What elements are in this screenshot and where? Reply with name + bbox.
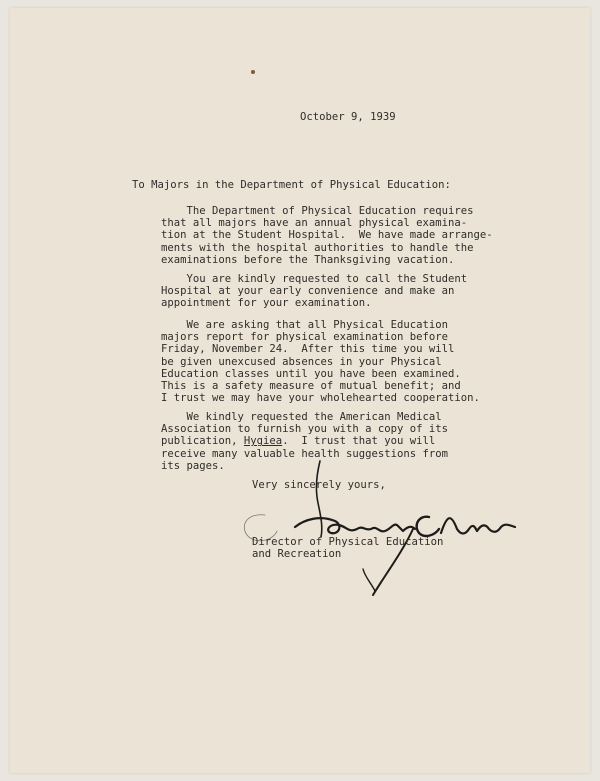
paragraph-line: I trust we may have your wholehearted cooperation. — [161, 392, 480, 405]
paragraph-line: . I trust that you will — [282, 435, 436, 448]
paragraph-line: receive many valuable health suggestions from — [161, 447, 449, 460]
paragraph-3 — [161, 319, 480, 404]
publication-name: Hygiea — [243, 435, 283, 448]
paragraph-line: This is a safety measure of mutual benefit; and — [161, 380, 461, 393]
handwritten-signature — [225, 455, 525, 605]
paragraph-line: We kindly requested the American Medical — [161, 411, 442, 423]
paragraph-line: Education classes until you have been examined. — [161, 367, 461, 380]
paragraph-line: that all majors have an annual physical examina- — [161, 217, 468, 230]
signer-title — [252, 536, 443, 560]
salutation: To Majors in the Department of Physical Education: — [132, 179, 451, 191]
paragraph-line: examinations before the Thanksgiving vacation. — [161, 253, 455, 266]
paragraph-line: be given unexcused absences in your Physical — [161, 355, 442, 368]
closing: Very sincerely yours, — [252, 479, 386, 491]
paragraph-line: ments with the hospital authorities to handle the — [161, 241, 474, 254]
paragraph-line: The Department of Physical Education requires — [161, 205, 474, 217]
letter-date: October 9, 1939 — [300, 111, 396, 123]
signer-title-line: Director of Physical Education — [252, 536, 444, 548]
paper-mark-dot — [251, 70, 255, 74]
paragraph-line: We are asking that all Physical Education — [161, 319, 449, 331]
paragraph-line: Hospital at your early convenience and make an — [161, 285, 455, 298]
paragraph-line: majors report for physical examination before — [161, 331, 449, 344]
paragraph-2 — [161, 273, 467, 310]
paragraph-line: its pages. — [161, 459, 225, 472]
paragraph-line: Association to furnish you with a copy of its — [161, 423, 449, 436]
paragraph-line: tion at the Student Hospital. We have made arrange- — [161, 229, 493, 242]
paragraph-line: Friday, November 24. After this time you will — [161, 343, 455, 356]
paragraph-line: appointment for your examination. — [161, 297, 372, 310]
signer-title-line: and Recreation — [252, 548, 342, 561]
paragraph-1 — [161, 205, 493, 266]
paragraph-line: publication, — [161, 435, 244, 448]
paragraph-line: You are kindly requested to call the Student — [161, 273, 468, 285]
